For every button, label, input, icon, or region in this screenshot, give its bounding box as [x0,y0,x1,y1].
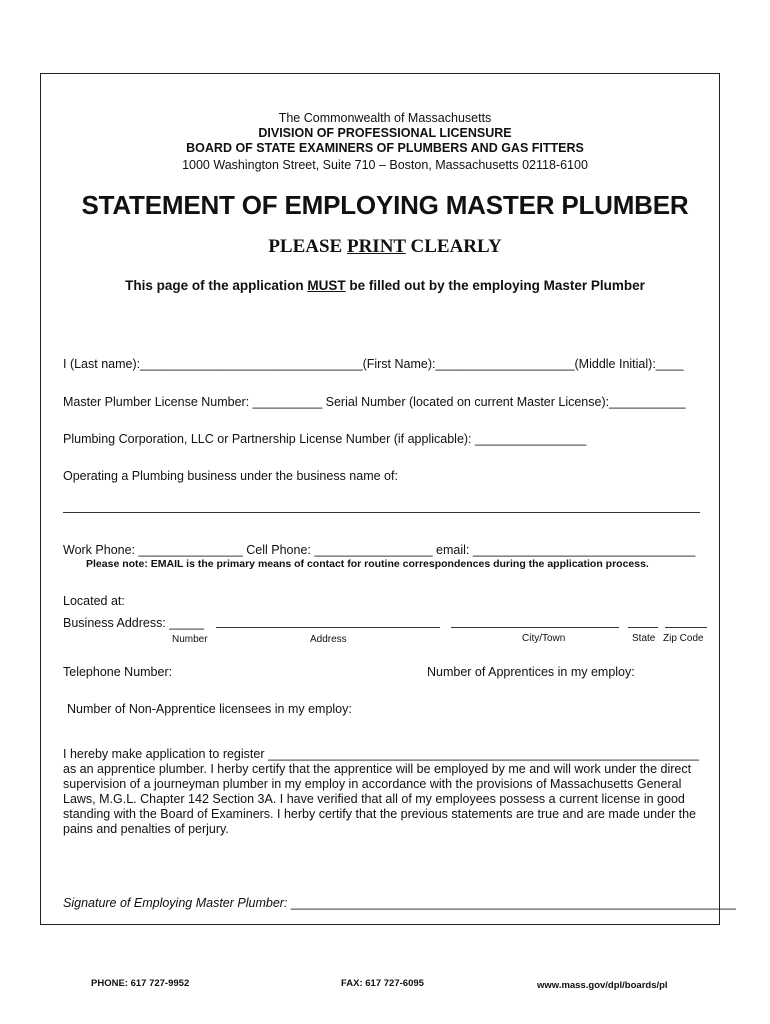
footer-phone: PHONE: 617 727-9952 [91,978,190,989]
state-input-line[interactable] [628,627,658,628]
phones-email-field-line[interactable]: Work Phone: _______________ Cell Phone: _________________ email: ________________________________ [63,543,696,557]
zip-input-line[interactable] [665,627,707,628]
board-heading: BOARD OF STATE EXAMINERS OF PLUMBERS AND GAS FITTERS [186,141,584,155]
city-input-line[interactable] [451,627,619,628]
address-heading: 1000 Washington Street, Suite 710 – Boston, Massachusetts 02118-6100 [182,158,588,172]
footer-fax: FAX: 617 727-6095 [341,978,424,989]
signature-label: Signature of Employing Master Plumber: [63,896,288,910]
license-number-field-line[interactable]: Master Plumber License Number: __________ Serial Number (located on current Master License):___________ [63,395,686,409]
footer-website[interactable]: www.mass.gov/dpl/boards/pl [537,980,668,991]
state-caption: State [632,633,656,644]
business-name-input-line[interactable] [63,512,700,513]
print-clearly-instruction: PLEASE PRINT CLEARLY [268,236,502,257]
number-caption: Number [172,634,208,645]
zip-caption: Zip Code [663,633,704,644]
register-apprentice-line[interactable]: I hereby make application to register ______________________________________________________________ [63,747,699,761]
division-heading: DIVISION OF PROFESSIONAL LICENSURE [258,126,512,140]
telephone-label: Telephone Number: [63,665,173,679]
non-apprentice-label: Number of Non-Apprentice licensees in my employ: [67,702,352,716]
signature-input-line[interactable]: ________________________________________________________________ [287,896,736,910]
business-address-label: Business Address: _____ [63,616,205,630]
signature-line[interactable] [63,896,736,910]
corporation-license-field-line[interactable]: Plumbing Corporation, LLC or Partnership License Number (if applicable): ________________ [63,432,587,446]
business-name-label: Operating a Plumbing business under the business name of: [63,469,398,483]
intro-instruction: This page of the application MUST be filled out by the employing Master Plumber [125,278,645,293]
email-note: Please note: EMAIL is the primary means of contact for routine correspondences during the application process. [86,558,649,570]
city-caption: City/Town [522,633,566,644]
apprentices-label: Number of Apprentices in my employ: [427,665,635,679]
form-title: STATEMENT OF EMPLOYING MASTER PLUMBER [81,190,689,220]
address-input-line[interactable] [216,627,440,628]
certification-text: as an apprentice plumber. I herby certify that the apprentice will be employed by me and will work under the direct supervision of a journeyman plumber in my employ in accordance with the provisions of Massachusetts General Laws, M.G.L. Chapter 142 Section 3A. I have verified that all of my employees possess a current license in good standing with the Board of Examiners. I herby certify that the previous statements are true and are made under the pains and penalties of perjury. [63,762,696,836]
commonwealth-heading: The Commonwealth of Massachusetts [278,111,492,125]
name-field-line[interactable]: I (Last name):________________________________(First Name):____________________(Middle Initial):____ [63,357,684,371]
located-at-label: Located at: [63,594,125,608]
address-caption: Address [310,634,347,645]
